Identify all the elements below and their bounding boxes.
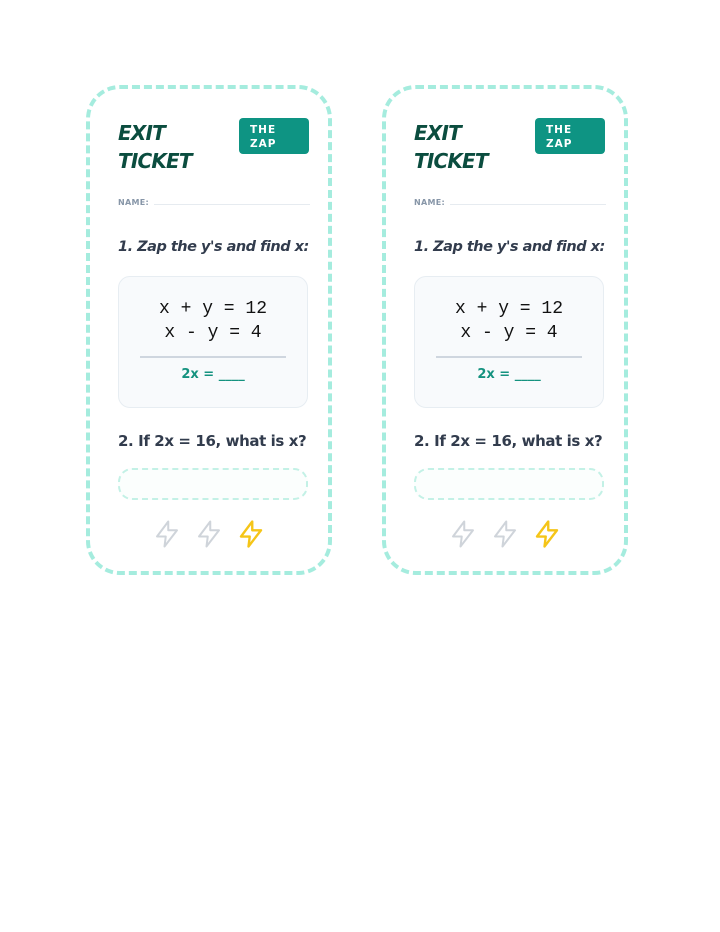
the-zap-badge: THE ZAP [239,118,309,154]
lightning-bolt-filled-icon[interactable] [236,519,266,549]
lightning-bolt-filled-icon[interactable] [532,519,562,549]
name-field[interactable] [414,198,606,212]
equation-line-2: x - y = 4 [164,323,262,343]
lightning-bolt-outline-icon[interactable] [448,519,478,549]
name-label: NAME: [414,198,446,207]
exit-ticket-card [382,85,628,575]
equation-divider [140,356,286,358]
answer-box[interactable] [414,468,604,500]
equation-line-2: x - y = 4 [460,323,558,343]
equation-box [414,276,604,408]
equation-divider [436,356,582,358]
question-1: 1. Zap the y's and find x: [414,239,605,255]
name-label: NAME: [118,198,150,207]
equation-box [118,276,308,408]
question-2: 2. If 2x = 16, what is x? [414,432,603,450]
name-line[interactable] [450,204,606,205]
rating-bolts [90,519,328,551]
question-1: 1. Zap the y's and find x: [118,239,309,255]
equation-line-1: x + y = 12 [454,299,564,319]
question-2: 2. If 2x = 16, what is x? [118,432,307,450]
lightning-bolt-outline-icon[interactable] [152,519,182,549]
equation-line-1: x + y = 12 [158,299,268,319]
lightning-bolt-outline-icon[interactable] [194,519,224,549]
the-zap-badge: THE ZAP [535,118,605,154]
answer-prompt: 2x = ____ [181,367,245,382]
answer-prompt: 2x = ____ [477,367,541,382]
lightning-bolt-outline-icon[interactable] [490,519,520,549]
ticket-title: EXIT TICKET [414,121,488,173]
name-line[interactable] [154,204,310,205]
rating-bolts [386,519,624,551]
ticket-title: EXIT TICKET [118,121,192,173]
name-field[interactable] [118,198,310,212]
answer-box[interactable] [118,468,308,500]
exit-ticket-card [86,85,332,575]
